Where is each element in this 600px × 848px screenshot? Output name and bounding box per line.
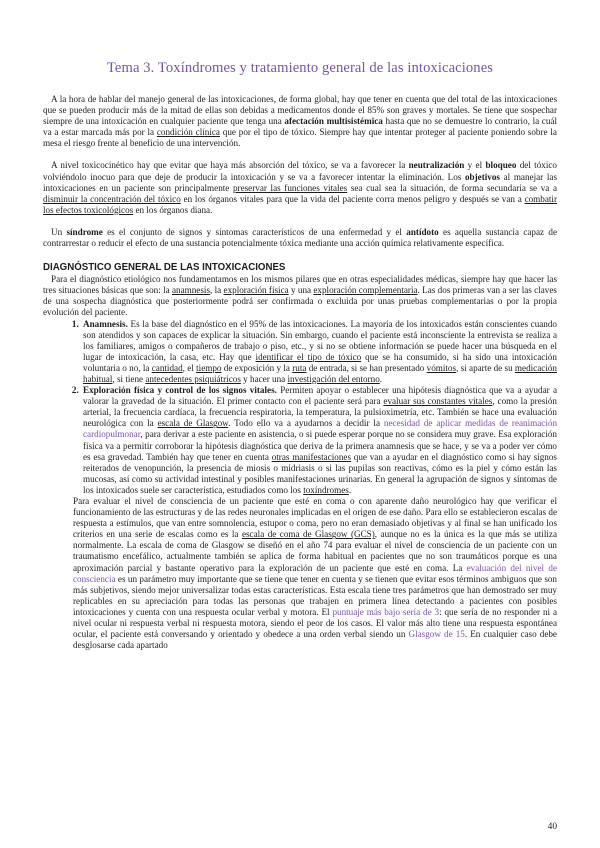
diagnosis-steps-list	[43, 319, 557, 497]
underlined-term: combatir los efectos toxicológicos	[43, 193, 557, 215]
section-heading: DIAGNÓSTICO GENERAL DE LAS INTOXICACIONES	[43, 262, 286, 274]
highlighted-term: puntuaje más bajo sería de 3	[332, 606, 440, 617]
underlined-term: otras manifestaciones	[271, 451, 351, 462]
paragraph-syndrome: Un síndrome es el conjunto de signos y síntomas característicos de una enfermedad y el antídoto es aquella sustancia capaz de contrarrestar o reducir el efecto de una sustancia potencialmente tóxica mediante una acción química relativamente específica.	[43, 226, 557, 249]
list-item-anamnesis: 1. Anamnesis. Es la base del diagnóstico en el 95% de las intoxicaciones. La mayoría de los intoxicados están conscientes cuando son atendidos y son capaces de explicar la situación. Sin embargo, cuando el paciente está inconsciente la entrevista se realiza a los familiares, amigos o compañeros de trabajo o piso, etc., y si no se obtiene información se puede hacer una búsqueda en el lugar de intoxicación, la casa, etc. Hay que identificar el tipo de tóxico que se ha consumido, si ha sido una intoxicación voluntaria o no, la cantidad, el tiempo de exposición y la ruta de entrada, si se han presentado vómitos, si aparte de su medicación habitual, si tiene antecedentes psiquiátricos y hacer una investigación del entorno.	[81, 319, 557, 386]
bold-term: neutralización	[408, 160, 465, 171]
bold-term: bloqueo	[485, 160, 517, 171]
underlined-term: condición clínica	[156, 127, 220, 138]
page-number: 40	[547, 822, 557, 832]
paragraph-toxicokinetics: A nivel toxicocinético hay que evitar que haya más absorción del tóxico, se va a favorecer la neutralización y el bloqueo del tóxico volviéndolo inocuo para que deje de producir la intoxicación y se va a favorecer intentar la eliminación. Los objetivos al manejar las intoxicaciones en un paciente son principalmente preservar las funciones vitales sea cual sea la situación, de forma secundaria se va a disminuir la concentración del tóxico en los órganos vitales para que la vida del paciente corra menos peligro y después se van a combatir los efectos toxicológicos en los órganos diana.	[43, 160, 557, 215]
underlined-term: escala de coma de Glasgow (GCS)	[241, 529, 375, 540]
bold-term: antídoto	[406, 226, 439, 237]
bold-term: síndrome	[66, 226, 103, 237]
underlined-term: toxíndromes	[303, 484, 349, 495]
paragraph-diagnosis: Para el diagnóstico etiológico nos fundamentamos en los mismos pilares que en otras especialidades médicas, siempre hay que hacer las tres situaciones básicas que son: la anamnesis, la exploración física y una exploración complementaria. Las dos primeras van a ser las claves de una sospecha diagnóstica que posteriormente podrá ser confirmada o excluida por unas pruebas complementarias o por la propia evolución del paciente.	[43, 274, 557, 318]
bold-term: afectación multisistémica	[284, 116, 383, 127]
list-item-physical-exam: 2. Exploración física y control de los signos vitales. Permiten apoyar o establecer una hipótesis diagnóstica que va a ayudar a valorar la gravedad de la situación. El primer contacto con el paciente será para evaluar sus constantes vitales, como la presión arterial, la frecuencia cardíaca, la frecuencia respiratoria, la temperatura, la pulsioximetría, etc. También se hace una evaluación neurológica con la escala de Glasgow. Todo ello va a ayudarnos a decidir la necesidad de aplicar medidas de reanimación cardiopulmonar, para derivar a este paciente en asistencia, o si puede esperar porque no se considera muy grave. Esa exploración física va a permitir corroborar la hipótesis diagnóstica que deriva de la primera anamnesis que se hace, y se va a poder ver cómo es esa gravedad. También hay que tener en cuenta otras manifestaciones que van a ayudar en el diagnóstico como si hay signos reiterados de venopunción, la presencia de miosis o midriasis o si las pupilas son reactivas, cómo es la piel y cómo están las mucosas, así como su actividad intestinal y posibles manifestaciones urinarias. En general la agrupación de signos y síntomas de los intoxicados suele ser característica, estudiados como los toxíndromes.	[81, 385, 557, 496]
underlined-term: ruta	[292, 362, 307, 373]
paragraph-intro: A la hora de hablar del manejo general de las intoxicaciones, de forma global, hay que tener en cuenta que del total de las intoxicaciones que se pueden producir más de la mitad de ellas son debidas a medicamentos donde el 85% son graves y mortales. Se tiene que sospechar siempre de una intoxicación en cualquier paciente que tenga una afectación multisistémica hasta que no se demuestre lo contrario, la cuál va a estar marcada más por la condición clínica que por el tipo de tóxico. Siempre hay que intentar proteger al paciente poniendo sobre la mesa el riesgo frente al beneficio de una intervención.	[43, 94, 558, 149]
underlined-term: antecedentes psiquiátricos	[145, 373, 241, 384]
bold-term: Exploración física y control de los signos vitales.	[83, 385, 277, 396]
underlined-term: evaluar sus constantes vitales	[383, 396, 493, 407]
page-title: Tema 3. Toxíndromes y tratamiento general de las intoxicaciones	[106, 60, 494, 76]
underlined-term: medicación habitual	[83, 362, 557, 384]
underlined-term: investigación del entorno	[287, 373, 380, 384]
underlined-term: disminuir la concentración del tóxico	[43, 193, 181, 204]
paragraph-glasgow: Para evaluar el nivel de consciencia de un paciente que esté en coma o con aparente daño neurológico hay que verificar el funcionamiento de las estructuras y de las redes neuronales implicadas en el origen de ese daño. Para ello se establecieron escalas de respuesta a estímulos, que van entre somnolencia, estupor o coma, pero no eran demasiado objetivas y al final se han unificado los criterios en una serie de escalas como es la escala de coma de Glasgow (GCS), aunque no es la única es la que más se utiliza normalmente. La escala de coma de Glasgow se diseñó en el año 74 para evaluar el nivel de consciencia de un paciente con un traumatismo encefálico, actualmente también se aplica de forma habitual en pacientes que no son traumáticos porque es una aproximación parcial y bastante operativo para la exploración de un paciente que esté en coma. La evaluación del nivel de consciencia es un parámetro muy importante que se tiene que tener en cuenta y se tienen que evitar esos términos ambiguos que son más subjetivos, siendo mejor universalizar todas estas características. Esta escala tiene tres parámetros que han demostrado ser muy replicables en su apreciación para todas las personas que trabajen en primera línea detectando a pacientes con posibles intoxicaciones y cuenta con una respuesta ocular verbal y motora. El puntuaje más bajo sería de 3: que sería de no responder ni a nivel ocular ni respuesta verbal ni respuesta motora, siendo el peor de los casos. El valor más alto tiene una respuesta espontánea ocular, el paciente está conversando y orientado y obedece a una orden verbal siendo un Glasgow de 15. En cualquier caso debe desglosarse cada apartado	[73, 496, 558, 651]
underlined-term: exploración complementaria	[313, 285, 418, 296]
highlighted-term: evaluación del nivel de consciencia	[73, 562, 557, 584]
highlighted-term: necesidad de aplicar medidas de reanimación cardiopulmonar	[83, 418, 558, 440]
underlined-term: escala de Glasgow	[157, 418, 229, 429]
underlined-term: cantidad	[151, 362, 183, 373]
underlined-term: exploración física	[223, 285, 289, 296]
underlined-term: identificar el tipo de tóxico	[255, 351, 362, 362]
highlighted-term: Glasgow de 15	[408, 629, 465, 640]
bold-term: objetivos	[464, 171, 500, 182]
underlined-term: tiempo	[196, 362, 222, 373]
bold-term: Anamnesis.	[83, 318, 128, 329]
underlined-term: preservar las funciones vitales	[232, 182, 348, 193]
underlined-term: anamnesis	[171, 285, 210, 296]
underlined-term: vómitos	[426, 362, 457, 373]
